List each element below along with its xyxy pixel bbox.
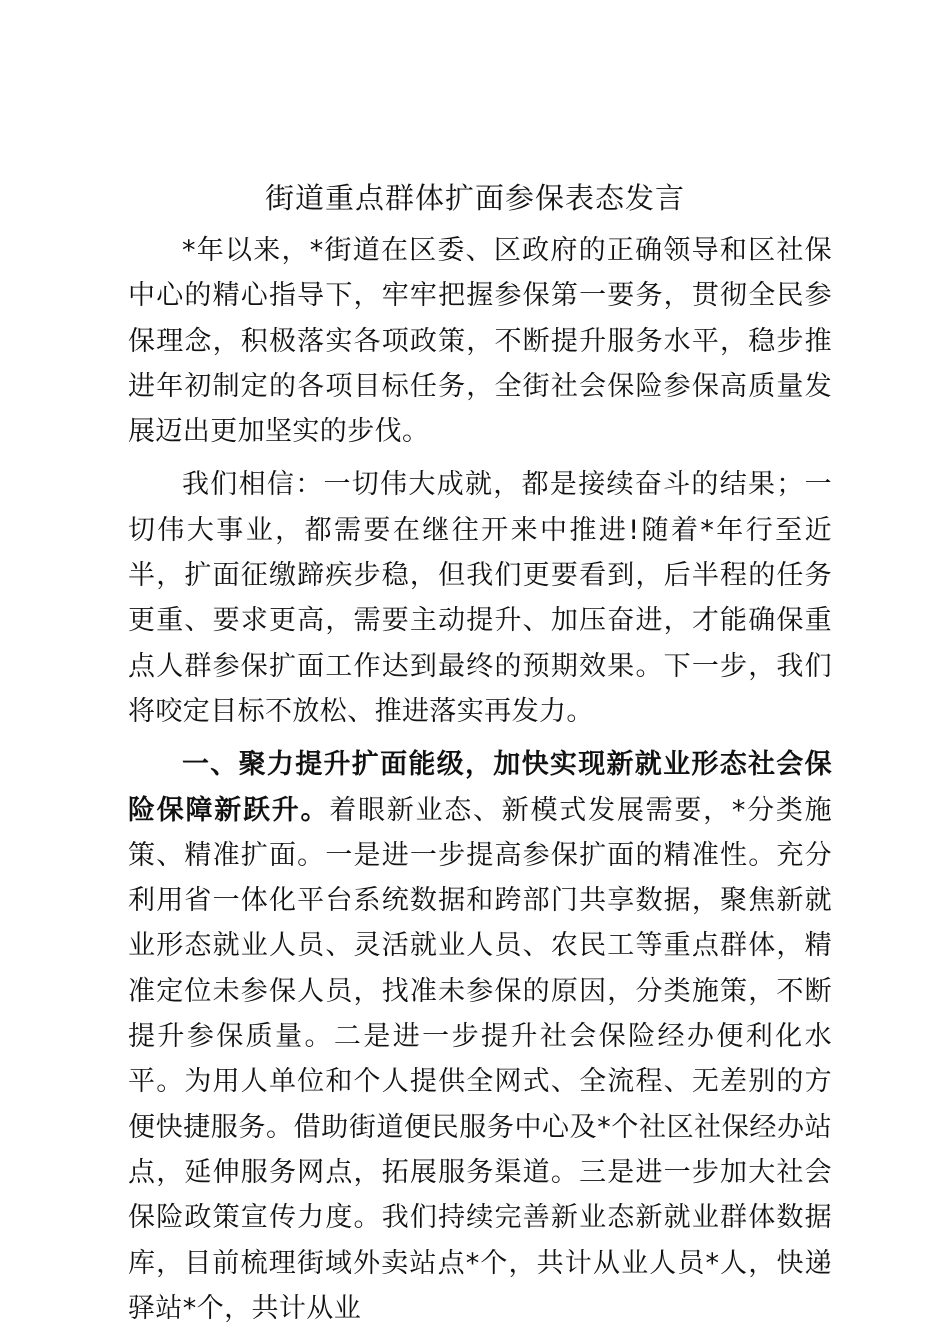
section-heading: 一、聚力提升扩面能级，加快实现新就业形态社会保险保障新跃升。	[128, 749, 832, 826]
paragraph-text: 着眼新业态、新模式发展需要，*分类施策、精准扩面。一是进一步提高参保扩面的精准性。充分利用省一体化平台系统数据和跨部门共享数据，聚焦新就业形态就业人员、灵活就业人员、农民工等重点群体，精准定位未参保人员，找准未参保的原因，分类施策，不断提升参保质量。二是进一步提升社会保险经办便利化水平。为用人单位和个人提供全网式、全流程、无差别的方便快捷服务。借助街道便民服务中心及*个社区社保经办站点，延伸服务网点，拓展服务渠道。三是进一步加大社会保险政策宣传力度。我们持续完善新业态新就业群体数据库，目前梳理街域外卖站点*个，共计从业人员*人，快递驿站*个，共计从业	[128, 794, 832, 1324]
paragraph-text: *年以来，*街道在区委、区政府的正确领导和区社保中心的精心指导下，牢牢把握参保第一要务，贯彻全民参保理念，积极落实各项政策，不断提升服务水平，稳步推进年初制定的各项目标任务，全街社会保险参保高质量发展迈出更加坚实的步伐。	[128, 235, 832, 448]
paragraph-section-one	[128, 742, 832, 1331]
document-title: 街道重点群体扩面参保表态发言	[264, 181, 685, 215]
paragraph-intro	[128, 228, 832, 454]
paragraph-text: 我们相信：一切伟大成就，都是接续奋斗的结果；一切伟大事业，都需要在继往开来中推进!随着*年行至近半，扩面征缴蹄疾步稳，但我们更要看到，后半程的任务更重、要求更高，需要主动提升、加压奋进，才能确保重点人群参保扩面工作达到最终的预期效果。下一步，我们将咬定目标不放松、推进落实再发力。	[128, 469, 832, 727]
paragraph-belief	[128, 462, 832, 734]
document-body	[128, 228, 832, 1331]
